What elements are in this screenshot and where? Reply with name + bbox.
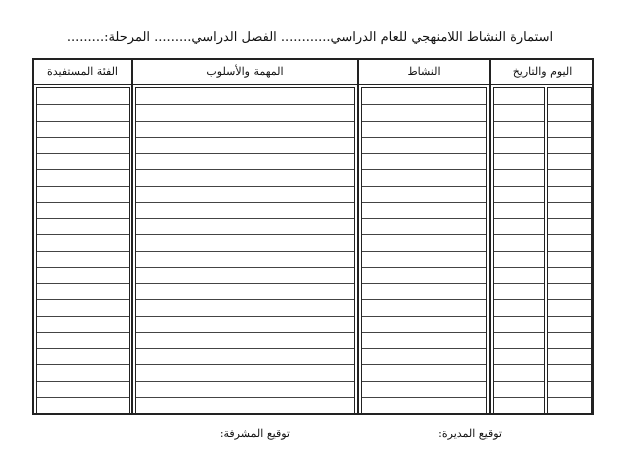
table-row-line (37, 186, 129, 187)
table-row-line (362, 397, 486, 398)
table-row-line (37, 202, 129, 203)
table-row-line (494, 381, 544, 382)
header-target-group: الفئة المستفيدة (46, 65, 118, 78)
table-row-line (37, 169, 129, 170)
column-divider (357, 60, 359, 413)
table-row-line (37, 137, 129, 138)
table-row-line (494, 364, 544, 365)
table-row-line (362, 137, 486, 138)
table-row-line (136, 316, 354, 317)
table-row-line (494, 104, 544, 105)
table-row-line (548, 137, 591, 138)
table-row-line (362, 299, 486, 300)
table-row-line (362, 283, 486, 284)
table-row-line (494, 332, 544, 333)
column-divider (131, 60, 133, 413)
table-row-line (37, 316, 129, 317)
table-row-line (37, 104, 129, 105)
table-row-line (37, 397, 129, 398)
table-row-line (136, 364, 354, 365)
table-row-line (362, 121, 486, 122)
activity-table (32, 58, 594, 415)
header-day-date: اليوم والتاريخ (512, 65, 573, 78)
table-row-line (136, 153, 354, 154)
table-row-line (362, 348, 486, 349)
table-row-line (494, 218, 544, 219)
table-row-line (136, 202, 354, 203)
header-task-method: المهمة والأسلوب (206, 65, 284, 78)
director-signature-label: توقيع المديرة: (438, 427, 502, 440)
table-row-line (136, 332, 354, 333)
table-row-line (37, 332, 129, 333)
table-row-line (362, 381, 486, 382)
column-divider (489, 60, 491, 413)
table-row-line (136, 381, 354, 382)
table-row-line (494, 137, 544, 138)
table-row-line (362, 316, 486, 317)
table-row-line (136, 299, 354, 300)
table-row-line (494, 186, 544, 187)
header-activity: النشاط (407, 65, 441, 78)
table-row-line (362, 218, 486, 219)
table-row-line (494, 397, 544, 398)
table-row-line (136, 186, 354, 187)
table-row-line (548, 332, 591, 333)
table-row-line (494, 234, 544, 235)
table-row-line (494, 153, 544, 154)
table-row-line (548, 267, 591, 268)
table-row-line (548, 283, 591, 284)
table-row-line (362, 234, 486, 235)
column-day (547, 87, 592, 414)
table-row-line (548, 169, 591, 170)
table-row-line (548, 153, 591, 154)
table-row-line (37, 364, 129, 365)
table-row-line (548, 381, 591, 382)
table-row-line (136, 397, 354, 398)
table-row-line (494, 283, 544, 284)
table-row-line (37, 267, 129, 268)
table-row-line (548, 348, 591, 349)
table-row-line (136, 267, 354, 268)
table-row-line (136, 137, 354, 138)
column-activity (361, 87, 487, 414)
page-title: استمارة النشاط اللامنهجي للعام الدراسي............ الفصل الدراسي......... المرحلة:......... (66, 30, 554, 45)
table-row-line (548, 364, 591, 365)
table-row-line (548, 251, 591, 252)
column-date (493, 87, 545, 414)
table-row-line (37, 299, 129, 300)
table-row-line (136, 234, 354, 235)
column-target-group (36, 87, 130, 414)
header-divider (34, 84, 592, 85)
table-row-line (548, 316, 591, 317)
table-row-line (37, 153, 129, 154)
table-row-line (548, 234, 591, 235)
table-row-line (548, 121, 591, 122)
table-row-line (494, 121, 544, 122)
table-row-line (494, 299, 544, 300)
table-row-line (37, 218, 129, 219)
table-row-line (548, 299, 591, 300)
table-row-line (37, 234, 129, 235)
table-row-line (136, 283, 354, 284)
table-row-line (494, 267, 544, 268)
table-row-line (494, 169, 544, 170)
table-row-line (548, 186, 591, 187)
table-row-line (494, 316, 544, 317)
table-row-line (548, 397, 591, 398)
table-row-line (548, 202, 591, 203)
table-row-line (494, 348, 544, 349)
column-task-method (135, 87, 355, 414)
table-row-line (362, 169, 486, 170)
table-row-line (136, 121, 354, 122)
table-row-line (362, 153, 486, 154)
table-row-line (548, 218, 591, 219)
table-row-line (362, 251, 486, 252)
table-row-line (37, 381, 129, 382)
table-row-line (136, 218, 354, 219)
table-row-line (494, 202, 544, 203)
table-row-line (362, 364, 486, 365)
table-row-line (362, 332, 486, 333)
table-row-line (136, 348, 354, 349)
supervisor-signature-label: توقيع المشرفة: (219, 427, 290, 440)
table-row-line (136, 251, 354, 252)
table-row-line (362, 186, 486, 187)
table-row-line (362, 202, 486, 203)
table-row-line (37, 121, 129, 122)
table-row-line (37, 348, 129, 349)
table-row-line (136, 169, 354, 170)
table-row-line (37, 251, 129, 252)
table-row-line (494, 251, 544, 252)
table-row-line (362, 267, 486, 268)
table-row-line (37, 283, 129, 284)
table-row-line (136, 104, 354, 105)
table-row-line (362, 104, 486, 105)
table-row-line (548, 104, 591, 105)
